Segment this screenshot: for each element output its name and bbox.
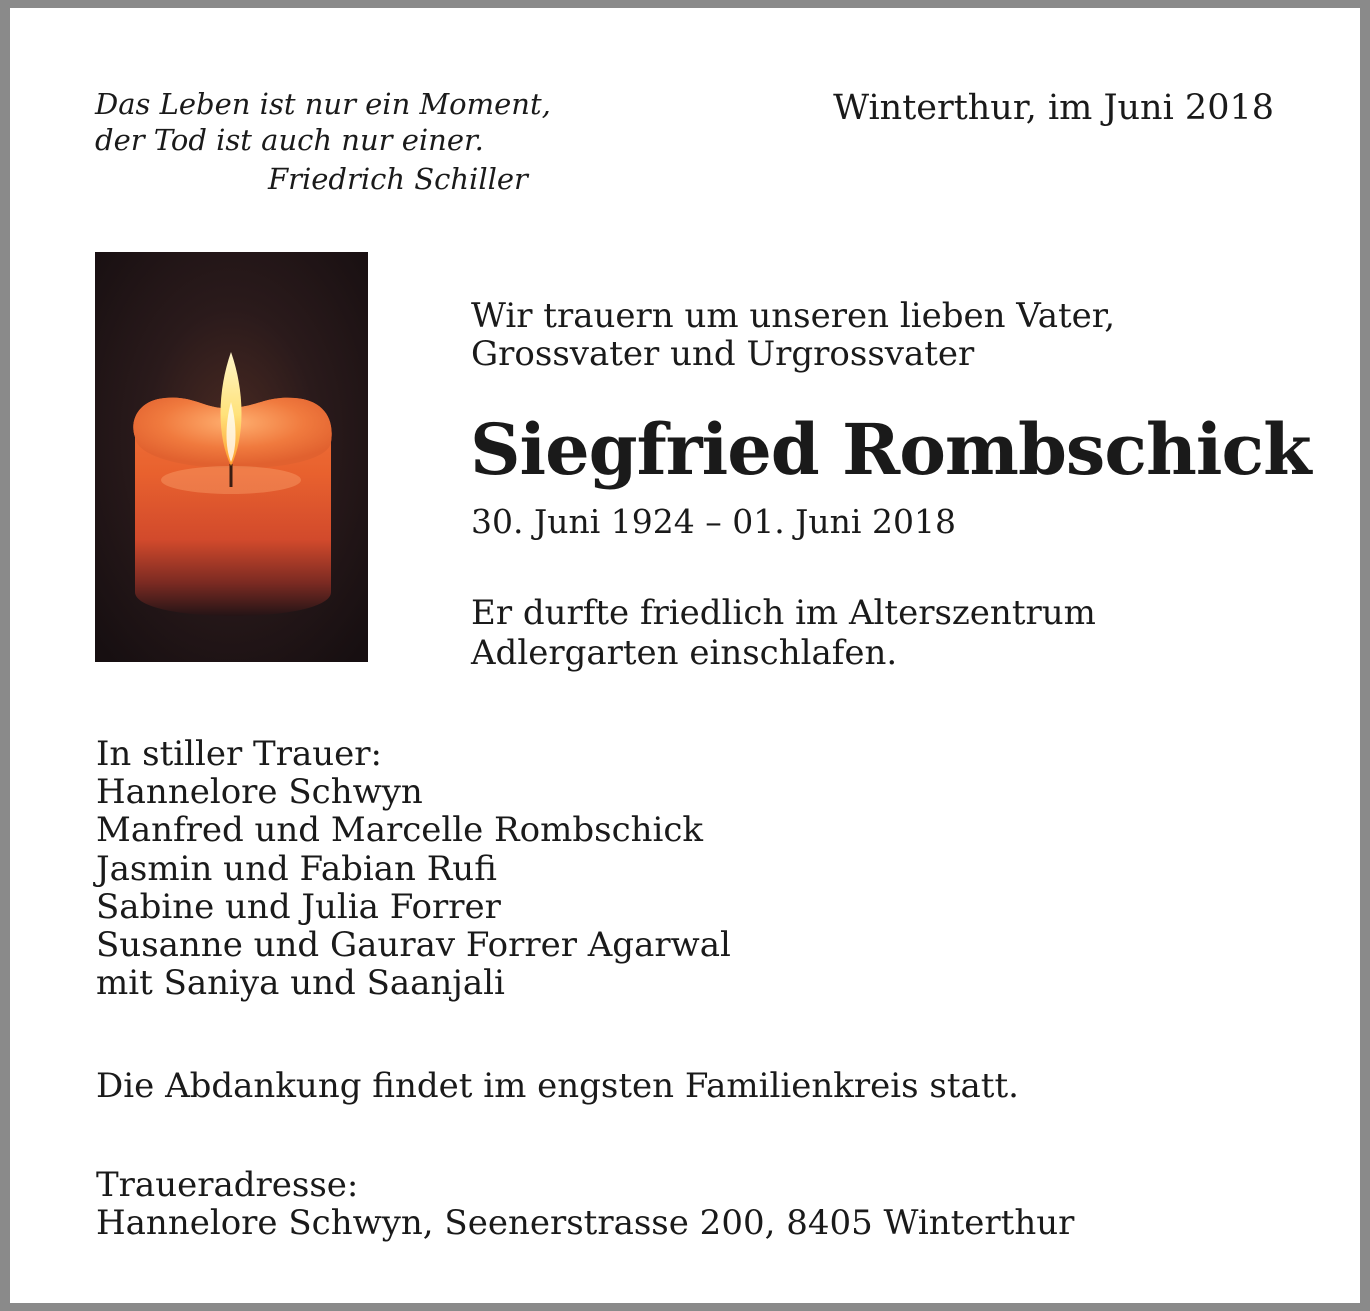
mourners-heading: In stiller Trauer: (96, 734, 382, 774)
passing-note (471, 593, 1096, 673)
mourner-name: Jasmin und Fabian Rufi (96, 848, 497, 889)
ceremony-note: Die Abdankung findet im engsten Familienkreis statt. (96, 1066, 1019, 1106)
address-line: Hannelore Schwyn, Seenerstrasse 200, 8405 Winterthur (96, 1203, 1075, 1243)
mourner-name: Hannelore Schwyn (96, 772, 423, 813)
epigraph-quote (95, 86, 551, 158)
candle-image (95, 252, 368, 662)
passing-line-1: Er durfte friedlich im Alterszentrum (471, 593, 1096, 633)
quote-line-1: Das Leben ist nur ein Moment, (95, 87, 551, 121)
intro-line-1: Wir trauern um unseren lieben Vater, (471, 296, 1116, 336)
life-dates: 30. Juni 1924 – 01. Juni 2018 (471, 502, 956, 541)
address-heading: Traueradresse: (96, 1165, 359, 1205)
passing-line-2: Adlergarten einschlafen. (471, 633, 898, 673)
quote-author: Friedrich Schiller (268, 162, 528, 196)
mourner-name: mit Saniya und Saanjali (96, 963, 505, 1004)
mourner-name: Susanne und Gaurav Forrer Agarwal (96, 925, 731, 966)
mourner-name: Sabine und Julia Forrer (96, 886, 501, 927)
candle-icon (95, 252, 368, 662)
deceased-name: Siegfried Rombschick (470, 408, 1311, 491)
mourner-name: Manfred und Marcelle Rombschick (96, 810, 704, 851)
place-date: Winterthur, im Juni 2018 (833, 88, 1274, 128)
intro-line-2: Grossvater und Urgrossvater (471, 334, 975, 374)
mourning-address (96, 1166, 1074, 1242)
mourning-intro (471, 297, 1115, 373)
mourners-list (96, 735, 731, 1002)
quote-line-2: der Tod ist auch nur einer. (95, 123, 484, 157)
